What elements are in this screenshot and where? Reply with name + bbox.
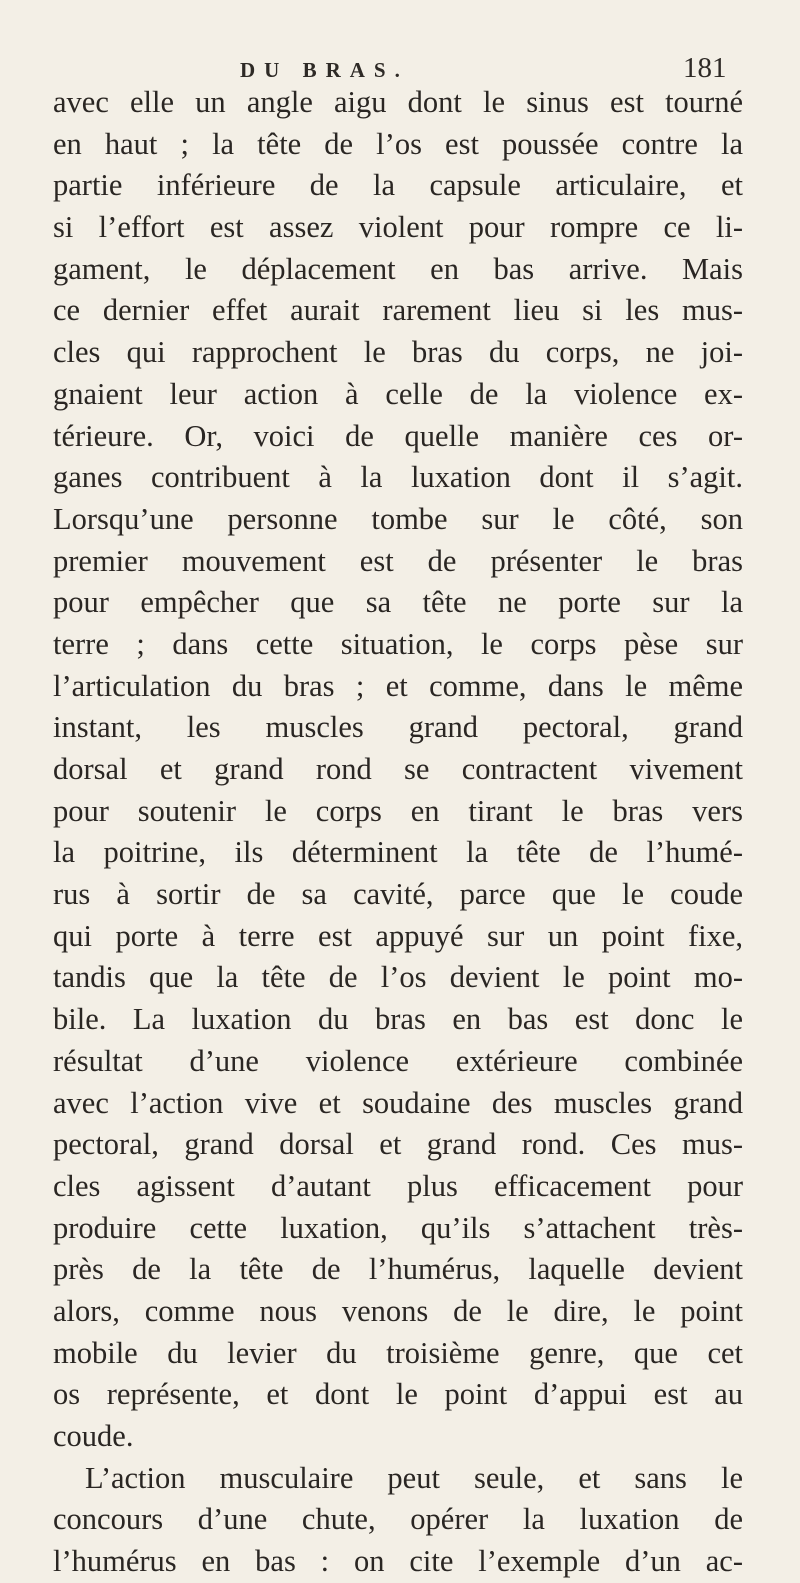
text-line: mobile du levier du troisième genre, que cet bbox=[53, 1335, 743, 1370]
text-line: gament, le déplacement en bas arrive. Mais bbox=[53, 251, 743, 286]
body-text bbox=[53, 82, 743, 1583]
paragraph-start-line: L’action musculaire peut seule, et sans le bbox=[85, 1460, 743, 1495]
text-line: l’articulation du bras ; et comme, dans le même bbox=[53, 668, 743, 703]
text-line: résultat d’une violence extérieure combinée bbox=[53, 1043, 743, 1078]
text-line: pour empêcher que sa tête ne porte sur la bbox=[53, 585, 743, 620]
text-line: instant, les muscles grand pectoral, grand bbox=[53, 710, 743, 745]
text-line: premier mouvement est de présenter le bras bbox=[53, 543, 743, 578]
paragraph-end-line: coude. bbox=[53, 1419, 134, 1453]
text-line: la poitrine, ils déterminent la tête de l’humé- bbox=[53, 835, 743, 870]
page-number: 181 bbox=[683, 52, 727, 84]
running-head-title: DU BRAS. bbox=[240, 58, 409, 82]
text-line: avec elle un angle aigu dont le sinus est tourné bbox=[53, 85, 743, 119]
text-line: bile. La luxation du bras en bas est donc le bbox=[53, 1002, 743, 1037]
text-line: en haut ; la tête de l’os est poussée contre la bbox=[53, 126, 743, 161]
text-line: partie inférieure de la capsule articulaire, et bbox=[53, 168, 743, 203]
text-line: Lorsqu’une personne tombe sur le côté, son bbox=[53, 501, 743, 536]
text-line: l’humérus en bas : on cite l’exemple d’un ac- bbox=[53, 1544, 743, 1579]
text-line: pour soutenir le corps en tirant le bras vers bbox=[53, 793, 743, 828]
text-line: gnaient leur action à celle de la violence ex- bbox=[53, 376, 743, 411]
text-line: pectoral, grand dorsal et grand rond. Ces mus- bbox=[53, 1127, 743, 1162]
text-line: terre ; dans cette situation, le corps pèse sur bbox=[53, 626, 743, 661]
text-line: ganes contribuent à la luxation dont il s’agit. bbox=[53, 460, 743, 495]
text-line: concours d’une chute, opérer la luxation de bbox=[53, 1502, 743, 1537]
text-line: qui porte à terre est appuyé sur un point fixe, bbox=[53, 918, 743, 953]
text-line: os représente, et dont le point d’appui est au bbox=[53, 1377, 743, 1412]
text-line: dorsal et grand rond se contractent vivement bbox=[53, 752, 743, 786]
text-line: avec l’action vive et soudaine des muscles grand bbox=[53, 1085, 743, 1120]
text-line: rus à sortir de sa cavité, parce que le coude bbox=[53, 877, 743, 912]
text-line: produire cette luxation, qu’ils s’attachent très- bbox=[53, 1210, 743, 1245]
text-line: si l’effort est assez violent pour rompre ce li- bbox=[53, 210, 743, 245]
text-line: tandis que la tête de l’os devient le point mo- bbox=[53, 960, 743, 995]
text-line: alors, comme nous venons de le dire, le point bbox=[53, 1293, 743, 1328]
text-line: cles qui rapprochent le bras du corps, ne joi- bbox=[53, 335, 743, 370]
text-line: près de la tête de l’humérus, laquelle devient bbox=[53, 1252, 743, 1287]
text-line: cles agissent d’autant plus efficacement pour bbox=[53, 1168, 743, 1203]
text-line: ce dernier effet aurait rarement lieu si les mus- bbox=[53, 293, 743, 328]
text-line: térieure. Or, voici de quelle manière ces or- bbox=[53, 418, 743, 453]
